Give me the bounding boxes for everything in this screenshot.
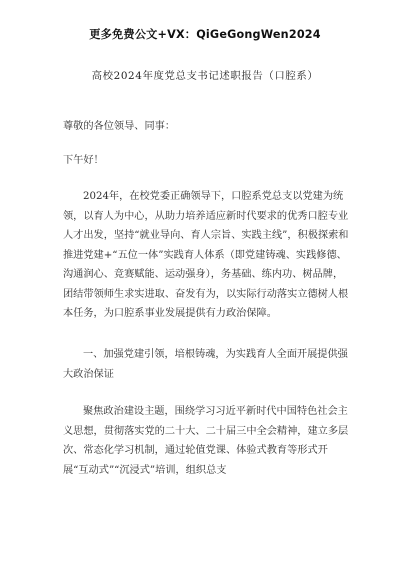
paragraph-intro: 2024年，在校党委正确领导下，口腔系党总支以党建为统领，以育人为中心，从助力培养适应新时代要求的优秀口腔专业人才出发，坚持“就业导向、育人宗旨、实践主线”，积极探索和推进党建+“五位一体”实践育人体系（即党建铸魂、实践修德、沟通润心、竞赛赋能、运动强身），务基础、练内功、树品牌，团结带领师生求实进取、奋发有为，以实际行动落实立德树人根本任务，为口腔系事业发展提供有力政治保障。 bbox=[63, 191, 349, 319]
greeting: 下午好！ bbox=[63, 155, 104, 166]
promo-banner: 更多免费公文+VX：QiGeGongWen2024 bbox=[89, 28, 321, 41]
paragraph-political-building: 聚焦政治建设主题，围绕学习习近平新时代中国特色社会主义思想，贯彻落实党的二十大、二十届三中全会精神，建立多层次、常态化学习机制，通过轮值党课、体验式教育等形式开展“互动式”“沉浸式”培训，组织总支 bbox=[63, 406, 349, 476]
document-title: 高校2024年度党总支书记述职报告（口腔系） bbox=[91, 70, 319, 82]
section-heading: 一、加强党建引领，培根铸魂，为实践育人全面开展提供强大政治保证 bbox=[63, 349, 348, 380]
salutation: 尊敬的各位领导、同事： bbox=[63, 121, 176, 132]
